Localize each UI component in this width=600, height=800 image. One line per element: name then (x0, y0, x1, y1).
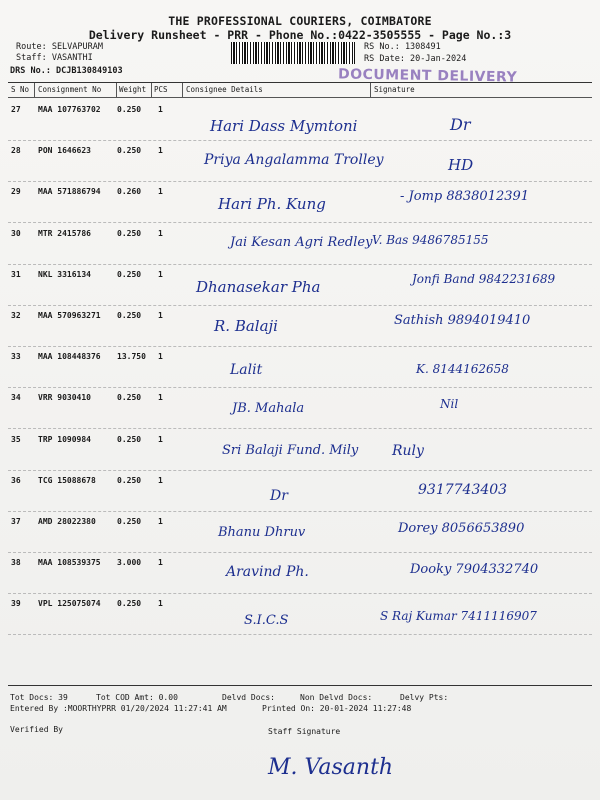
rs-date: RS Date: 20-Jan-2024 (364, 54, 467, 64)
row-weight: 0.250 (117, 146, 142, 156)
col-sno: S No (11, 85, 30, 94)
consignee-handwriting: JB. Mahala (232, 401, 305, 417)
row-weight: 0.250 (117, 228, 142, 238)
header-rule (8, 97, 592, 98)
row-sno: 38 (11, 558, 21, 568)
table-row (8, 429, 592, 471)
printed-on: Printed On: 20-01-2024 11:27:48 (262, 704, 412, 713)
entered-by: Entered By :MOORTHYPRR 01/20/2024 11:27:41 AM (10, 704, 227, 713)
staff-signature: M. Vasanth (268, 755, 394, 780)
row-pcs: 1 (158, 187, 163, 197)
col-consignee: Consignee Details (186, 85, 263, 94)
row-weight: 13.750 (117, 352, 146, 362)
signature-handwriting: Nil (440, 397, 459, 412)
table-row (8, 99, 592, 141)
signature-handwriting: K. 8144162658 (416, 362, 509, 377)
row-sno: 31 (11, 269, 21, 279)
row-sno: 35 (11, 434, 21, 444)
signature-handwriting: 9317743403 (418, 481, 508, 498)
consignee-handwriting: Dr (270, 487, 288, 504)
row-weight: 3.000 (117, 558, 142, 568)
drs-number: DRS No.: DCJB130849103 (10, 66, 123, 76)
consignee-handwriting: Dhanasekar Pha (196, 277, 321, 296)
table-row (8, 305, 592, 347)
col-divider (182, 83, 183, 97)
delvy-pts: Delvy Pts: (400, 693, 449, 702)
row-sno: 28 (11, 146, 21, 156)
row-weight: 0.250 (117, 311, 142, 320)
rs-number: RS No.: 1308491 (364, 42, 441, 52)
row-pcs: 1 (158, 105, 163, 114)
col-divider (370, 83, 371, 97)
row-consignment-no: MAA 108448376 (38, 352, 101, 362)
col-divider (116, 83, 117, 97)
row-sno: 33 (11, 352, 21, 362)
consignee-handwriting: Aravind Ph. (226, 564, 309, 581)
table-row (8, 140, 592, 182)
signature-handwriting: Dorey 8056653890 (398, 521, 525, 536)
consignee-handwriting: Lalit (230, 362, 263, 379)
consignee-handwriting: R. Balaji (214, 317, 278, 335)
row-sno: 36 (11, 475, 21, 485)
row-pcs: 1 (158, 558, 163, 568)
signature-handwriting: Jonfi Band 9842231689 (412, 271, 556, 286)
signature-handwriting: Ruly (392, 442, 424, 459)
non-delvd-docs: Non Delvd Docs: (300, 693, 373, 702)
row-weight: 0.250 (117, 517, 142, 526)
row-pcs: 1 (158, 311, 163, 320)
barcode (231, 42, 355, 64)
row-consignment-no: MAA 107763702 (38, 105, 101, 114)
row-consignment-no: PON 1646623 (38, 146, 91, 156)
tot-docs: Tot Docs: 39 (10, 693, 68, 702)
row-consignment-no: TCG 15088678 (38, 475, 96, 485)
row-consignment-no: VPL 125075074 (38, 599, 101, 609)
runsheet-subtitle: Delivery Runsheet - PRR - Phone No.:0422-3505555 - Page No.:3 (88, 28, 512, 42)
row-weight: 0.250 (117, 434, 142, 444)
row-sno: 34 (11, 393, 21, 403)
row-sno: 27 (11, 105, 21, 114)
row-weight: 0.250 (117, 269, 142, 279)
row-sno: 30 (11, 228, 21, 238)
consignee-handwriting: Priya Angalamma Trolley (204, 152, 384, 169)
tot-cod-amt: Tot COD Amt: 0.00 (96, 693, 178, 702)
verified-by: Verified By (10, 725, 63, 734)
row-pcs: 1 (158, 475, 163, 485)
row-consignment-no: VRR 9030410 (38, 393, 91, 403)
row-pcs: 1 (158, 352, 163, 362)
route-label: Route: SELVAPURAM (16, 42, 103, 52)
table-row (8, 470, 592, 512)
consignee-handwriting: Sri Balaji Fund. Mily (222, 442, 359, 458)
table-row (8, 346, 592, 388)
row-sno: 37 (11, 517, 21, 526)
row-consignment-no: TRP 1090984 (38, 434, 91, 444)
consignee-handwriting: Hari Ph. Kung (218, 195, 326, 214)
document-delivery-stamp: DOCUMENT DELIVERY (337, 66, 518, 86)
row-consignment-no: NKL 3316134 (38, 269, 91, 279)
signature-handwriting: Sathish 9894019410 (394, 313, 531, 328)
staff-signature-label: Staff Signature (268, 727, 341, 736)
signature-handwriting: V. Bas 9486785155 (372, 232, 489, 247)
row-pcs: 1 (158, 434, 163, 444)
row-weight: 0.260 (117, 187, 142, 197)
consignee-handwriting: Hari Dass Mymtoni (210, 117, 358, 135)
staff-label: Staff: VASANTHI (16, 53, 93, 63)
runsheet-table (8, 82, 592, 686)
row-pcs: 1 (158, 146, 163, 156)
row-sno: 29 (11, 187, 21, 197)
col-signature: Signature (374, 85, 415, 94)
row-sno: 39 (11, 599, 21, 609)
table-row (8, 387, 592, 429)
signature-handwriting: - Jomp 8838012391 (400, 189, 530, 205)
row-consignment-no: MAA 108539375 (38, 558, 101, 568)
signature-handwriting: S Raj Kumar 7411116907 (380, 609, 537, 624)
row-consignment-no: MAA 570963271 (38, 311, 101, 320)
col-consignment: Consignment No (38, 85, 102, 94)
table-row (8, 593, 592, 635)
consignee-handwriting: Bhanu Dhruv (218, 525, 306, 540)
row-consignment-no: MAA 571886794 (38, 187, 101, 197)
row-pcs: 1 (158, 599, 163, 609)
table-row (8, 552, 592, 594)
row-consignment-no: AMD 28022380 (38, 517, 96, 526)
signature-handwriting: Dooky 7904332740 (410, 562, 539, 578)
row-consignment-no: MTR 2415786 (38, 228, 91, 238)
row-sno: 32 (11, 311, 21, 320)
row-weight: 0.250 (117, 105, 142, 114)
row-pcs: 1 (158, 517, 163, 526)
table-row (8, 223, 592, 265)
delvd-docs: Delvd Docs: (222, 693, 275, 702)
col-divider (34, 83, 35, 97)
row-weight: 0.250 (117, 475, 142, 485)
consignee-handwriting: Jai Kesan Agri Redley (230, 234, 373, 250)
company-title: THE PROFESSIONAL COURIERS, COIMBATORE (168, 14, 432, 28)
row-weight: 0.250 (117, 393, 142, 403)
row-pcs: 1 (158, 228, 163, 238)
table-row (8, 181, 592, 223)
signature-handwriting: HD (448, 156, 474, 175)
row-pcs: 1 (158, 269, 163, 279)
table-row (8, 264, 592, 306)
consignee-handwriting: S.I.C.S (244, 613, 289, 629)
col-pcs: PCS (154, 85, 168, 94)
row-weight: 0.250 (117, 599, 142, 609)
col-weight: Weight (119, 85, 147, 94)
row-pcs: 1 (158, 393, 163, 403)
col-divider (151, 83, 152, 97)
table-row (8, 511, 592, 553)
signature-handwriting: Dr (450, 115, 471, 134)
